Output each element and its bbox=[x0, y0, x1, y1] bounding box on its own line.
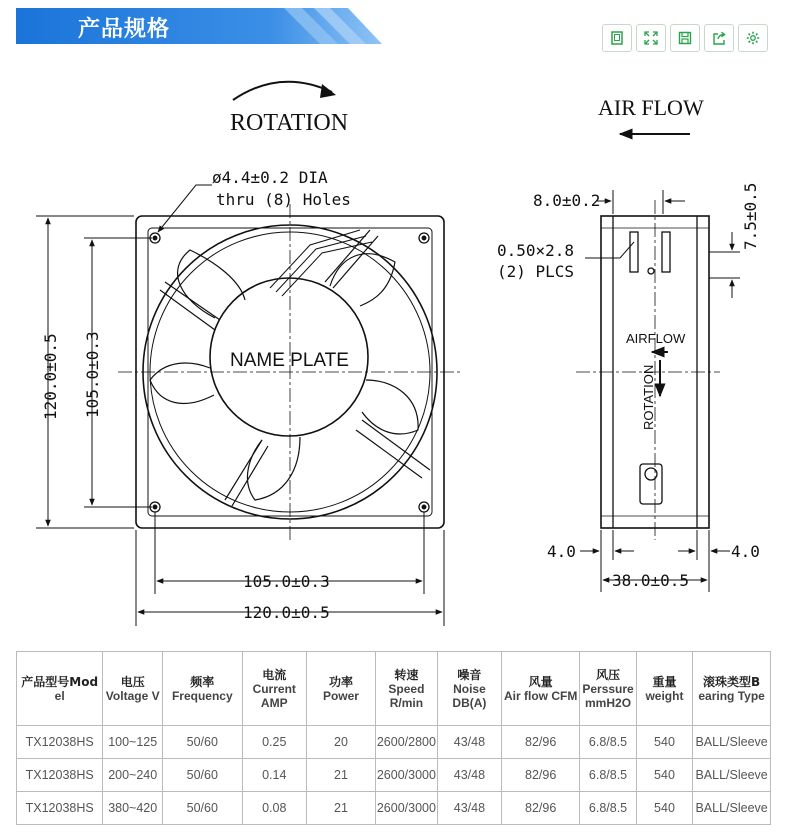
cell-current: 0.25 bbox=[242, 726, 306, 759]
cell-power: 20 bbox=[306, 726, 375, 759]
cell-model: TX12038HS bbox=[17, 792, 103, 825]
hole-note-count: thru (8) Holes bbox=[216, 190, 351, 209]
cell-frequency: 50/60 bbox=[163, 792, 243, 825]
document-button[interactable] bbox=[602, 24, 632, 52]
settings-icon bbox=[746, 31, 760, 45]
header-frequency: 频率 Frequency bbox=[163, 652, 243, 726]
rotation-label: ROTATION bbox=[230, 110, 349, 136]
section-header bbox=[16, 8, 386, 44]
save-button[interactable] bbox=[670, 24, 700, 52]
fan-technical-drawing bbox=[0, 60, 786, 630]
header-banner bbox=[16, 8, 386, 44]
cell-airflow: 82/96 bbox=[501, 726, 579, 759]
cell-voltage: 100~125 bbox=[103, 726, 163, 759]
header-voltage: 电压 Voltage V bbox=[103, 652, 163, 726]
cell-power: 21 bbox=[306, 792, 375, 825]
header-power: 功率 Power bbox=[306, 652, 375, 726]
cell-speed: 2600/3000 bbox=[375, 759, 437, 792]
fan-blades bbox=[150, 250, 418, 500]
settings-button[interactable] bbox=[738, 24, 768, 52]
dim-flange-right: 4.0 bbox=[731, 542, 760, 561]
cell-weight: 540 bbox=[636, 792, 693, 825]
cell-bearing-type: BALL/Sleeve bbox=[693, 759, 771, 792]
dim-depth: 38.0±0.5 bbox=[612, 571, 690, 590]
rotation-arrow bbox=[233, 82, 332, 100]
fullscreen-button[interactable] bbox=[636, 24, 666, 52]
dim-side-right: 7.5±0.5 bbox=[741, 182, 760, 250]
cell-power: 21 bbox=[306, 759, 375, 792]
cell-voltage: 380~420 bbox=[103, 792, 163, 825]
hole-note-diameter: ø4.4±0.2 DIA bbox=[212, 168, 328, 187]
header-current: 电流 Current AMP bbox=[242, 652, 306, 726]
fullscreen-icon bbox=[644, 31, 658, 45]
cell-current: 0.14 bbox=[242, 759, 306, 792]
cell-model: TX12038HS bbox=[17, 726, 103, 759]
cell-frequency: 50/60 bbox=[163, 726, 243, 759]
header-speed: 转速 Speed R/min bbox=[375, 652, 437, 726]
cell-weight: 540 bbox=[636, 726, 693, 759]
spec-table bbox=[16, 651, 771, 825]
share-icon bbox=[712, 31, 726, 45]
section-title: 产品规格 bbox=[78, 17, 171, 42]
cell-model: TX12038HS bbox=[17, 759, 103, 792]
header-bearing-type: 滚珠类型B earing Type bbox=[693, 652, 771, 726]
cell-pressure: 6.8/8.5 bbox=[580, 759, 636, 792]
share-button[interactable] bbox=[704, 24, 734, 52]
cell-current: 0.08 bbox=[242, 792, 306, 825]
header-model: 产品型号Mod el bbox=[17, 652, 103, 726]
cell-bearing-type: BALL/Sleeve bbox=[693, 726, 771, 759]
header-pressure: 风压 Perssure mmH2O bbox=[580, 652, 636, 726]
dim-width-outer: 120.0±0.5 bbox=[243, 603, 330, 622]
header-weight: 重量 weight bbox=[636, 652, 693, 726]
cell-pressure: 6.8/8.5 bbox=[580, 792, 636, 825]
toolbar bbox=[602, 24, 768, 52]
cell-bearing-type: BALL/Sleeve bbox=[693, 792, 771, 825]
dim-width-inner: 105.0±0.3 bbox=[243, 572, 330, 591]
terminal-size: 0.50×2.8 bbox=[497, 241, 575, 260]
table-row bbox=[17, 759, 771, 792]
cell-noise: 43/48 bbox=[437, 792, 501, 825]
header-airflow: 风量 Air flow CFM bbox=[501, 652, 579, 726]
document-icon bbox=[610, 31, 624, 45]
cell-frequency: 50/60 bbox=[163, 759, 243, 792]
cell-airflow: 82/96 bbox=[501, 792, 579, 825]
airflow-label: AIR FLOW bbox=[598, 95, 704, 120]
cell-speed: 2600/2800 bbox=[375, 726, 437, 759]
side-rotation-label: ROTATION bbox=[641, 364, 656, 430]
dim-height-inner: 105.0±0.3 bbox=[83, 331, 102, 418]
save-icon bbox=[678, 31, 692, 45]
table-row bbox=[17, 726, 771, 759]
dim-height-outer: 120.0±0.5 bbox=[41, 333, 60, 420]
lead-wires bbox=[270, 230, 372, 296]
cell-airflow: 82/96 bbox=[501, 759, 579, 792]
mounting-holes bbox=[150, 233, 429, 512]
name-plate-label: NAME PLATE bbox=[230, 350, 349, 371]
cell-speed: 2600/3000 bbox=[375, 792, 437, 825]
cell-voltage: 200~240 bbox=[103, 759, 163, 792]
dim-side-top: 8.0±0.2 bbox=[533, 191, 601, 210]
cell-pressure: 6.8/8.5 bbox=[580, 726, 636, 759]
table-row bbox=[17, 792, 771, 825]
cell-noise: 43/48 bbox=[437, 726, 501, 759]
table-header-row bbox=[17, 652, 771, 726]
cell-weight: 540 bbox=[636, 759, 693, 792]
header-noise: 噪音 Noise DB(A) bbox=[437, 652, 501, 726]
dim-flange-left: 4.0 bbox=[547, 542, 576, 561]
terminal-count: (2) PLCS bbox=[497, 262, 575, 281]
side-airflow-label: AIRFLOW bbox=[626, 331, 686, 346]
cell-noise: 43/48 bbox=[437, 759, 501, 792]
